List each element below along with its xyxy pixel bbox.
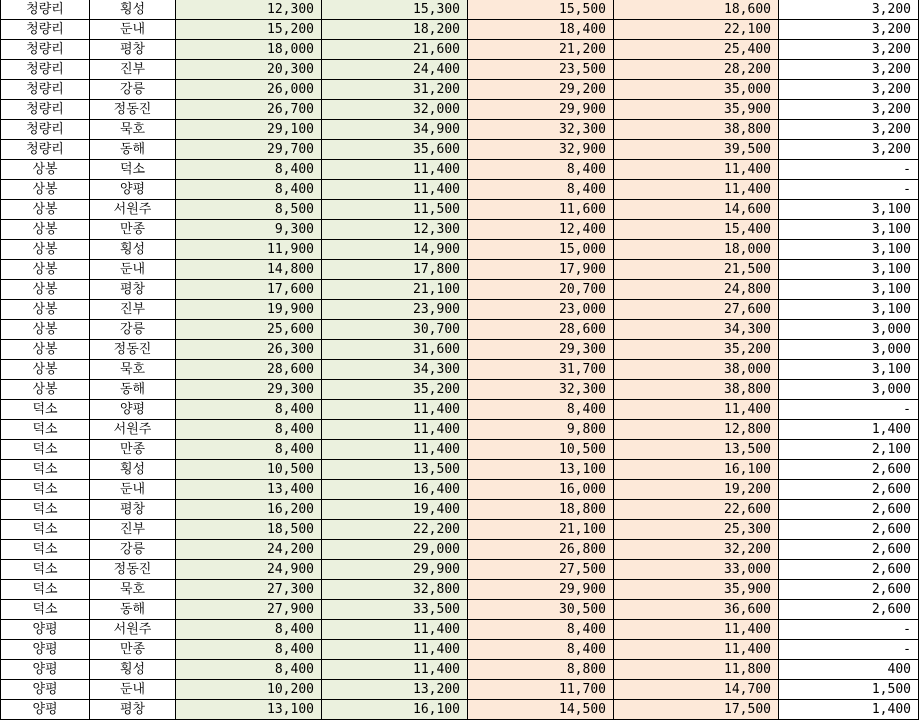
origin-cell[interactable]: 덕소: [1, 440, 90, 460]
table-row: [1, 20, 919, 40]
fare-diff-cell[interactable]: 2,600: [779, 600, 919, 620]
fare-cell-3[interactable]: 11,700: [468, 680, 614, 700]
destination-cell[interactable]: 진부: [90, 520, 176, 540]
fare-cell-3[interactable]: 18,400: [468, 20, 614, 40]
fare-cell-1[interactable]: 8,400: [176, 620, 322, 640]
fare-cell-3[interactable]: 20,700: [468, 280, 614, 300]
fare-cell-1[interactable]: 13,100: [176, 700, 322, 720]
table-row: [1, 360, 919, 380]
fare-diff-cell[interactable]: 400: [779, 660, 919, 680]
fare-diff-cell[interactable]: -: [779, 620, 919, 640]
origin-cell[interactable]: 덕소: [1, 580, 90, 600]
fare-cell-1[interactable]: 27,900: [176, 600, 322, 620]
fare-cell-2[interactable]: 13,500: [322, 460, 468, 480]
fare-cell-1[interactable]: 25,600: [176, 320, 322, 340]
origin-cell[interactable]: 덕소: [1, 460, 90, 480]
fare-cell-2[interactable]: 23,900: [322, 300, 468, 320]
destination-cell[interactable]: 횡성: [90, 240, 176, 260]
destination-cell[interactable]: 둔내: [90, 260, 176, 280]
fare-cell-3[interactable]: 29,900: [468, 580, 614, 600]
origin-cell[interactable]: 상봉: [1, 380, 90, 400]
destination-cell[interactable]: 평창: [90, 700, 176, 720]
fare-cell-1[interactable]: 8,400: [176, 420, 322, 440]
fare-cell-1[interactable]: 27,300: [176, 580, 322, 600]
fare-cell-3[interactable]: 23,500: [468, 60, 614, 80]
destination-cell[interactable]: 평창: [90, 40, 176, 60]
fare-diff-cell[interactable]: 3,100: [779, 280, 919, 300]
fare-cell-1[interactable]: 13,400: [176, 480, 322, 500]
fare-cell-4[interactable]: 27,600: [614, 300, 779, 320]
fare-diff-cell[interactable]: 3,200: [779, 140, 919, 160]
destination-cell[interactable]: 정동진: [90, 560, 176, 580]
table-row: [1, 140, 919, 160]
fare-diff-cell[interactable]: 3,200: [779, 80, 919, 100]
table-row: [1, 400, 919, 420]
fare-cell-4[interactable]: 39,500: [614, 140, 779, 160]
fare-cell-3[interactable]: 21,200: [468, 40, 614, 60]
destination-cell[interactable]: 덕소: [90, 160, 176, 180]
fare-cell-2[interactable]: 11,400: [322, 420, 468, 440]
origin-cell[interactable]: 양평: [1, 640, 90, 660]
origin-cell[interactable]: 청량리: [1, 0, 90, 20]
fare-diff-cell[interactable]: 3,000: [779, 320, 919, 340]
fare-cell-1[interactable]: 10,500: [176, 460, 322, 480]
table-row: [1, 700, 919, 720]
fare-cell-4[interactable]: 11,400: [614, 180, 779, 200]
fare-cell-2[interactable]: 12,300: [322, 220, 468, 240]
fare-cell-1[interactable]: 29,300: [176, 380, 322, 400]
origin-cell[interactable]: 양평: [1, 680, 90, 700]
fare-cell-3[interactable]: 12,400: [468, 220, 614, 240]
fare-cell-1[interactable]: 8,400: [176, 660, 322, 680]
fare-diff-cell[interactable]: 3,200: [779, 20, 919, 40]
fare-diff-cell[interactable]: 2,600: [779, 460, 919, 480]
fare-cell-4[interactable]: 38,800: [614, 120, 779, 140]
fare-cell-1[interactable]: 29,700: [176, 140, 322, 160]
fare-diff-cell[interactable]: 3,200: [779, 100, 919, 120]
fare-cell-3[interactable]: 21,100: [468, 520, 614, 540]
fare-diff-cell[interactable]: 3,100: [779, 200, 919, 220]
table-row: [1, 340, 919, 360]
table-row: [1, 420, 919, 440]
destination-cell[interactable]: 횡성: [90, 460, 176, 480]
origin-cell[interactable]: 청량리: [1, 140, 90, 160]
fare-cell-2[interactable]: 31,600: [322, 340, 468, 360]
fare-diff-cell[interactable]: 2,600: [779, 480, 919, 500]
fare-cell-1[interactable]: 26,700: [176, 100, 322, 120]
fare-diff-cell[interactable]: 3,200: [779, 120, 919, 140]
fare-cell-4[interactable]: 14,600: [614, 200, 779, 220]
origin-cell[interactable]: 상봉: [1, 260, 90, 280]
fare-cell-1[interactable]: 17,600: [176, 280, 322, 300]
fare-cell-2[interactable]: 34,900: [322, 120, 468, 140]
fare-cell-3[interactable]: 8,400: [468, 620, 614, 640]
destination-cell[interactable]: 둔내: [90, 20, 176, 40]
fare-cell-1[interactable]: 18,500: [176, 520, 322, 540]
table-row: [1, 300, 919, 320]
table-row: [1, 540, 919, 560]
fare-cell-3[interactable]: 30,500: [468, 600, 614, 620]
table-row: [1, 240, 919, 260]
origin-cell[interactable]: 덕소: [1, 520, 90, 540]
destination-cell[interactable]: 만종: [90, 440, 176, 460]
origin-cell[interactable]: 덕소: [1, 480, 90, 500]
origin-cell[interactable]: 청량리: [1, 100, 90, 120]
table-row: [1, 680, 919, 700]
fare-cell-2[interactable]: 11,500: [322, 200, 468, 220]
fare-cell-1[interactable]: 24,200: [176, 540, 322, 560]
fare-cell-4[interactable]: 34,300: [614, 320, 779, 340]
fare-cell-4[interactable]: 21,500: [614, 260, 779, 280]
fare-cell-4[interactable]: 11,400: [614, 400, 779, 420]
fare-cell-1[interactable]: 26,000: [176, 80, 322, 100]
fare-cell-1[interactable]: 20,300: [176, 60, 322, 80]
fare-cell-3[interactable]: 32,300: [468, 120, 614, 140]
destination-cell[interactable]: 둔내: [90, 680, 176, 700]
fare-cell-3[interactable]: 23,000: [468, 300, 614, 320]
fare-cell-2[interactable]: 33,500: [322, 600, 468, 620]
fare-cell-2[interactable]: 11,400: [322, 640, 468, 660]
fare-diff-cell[interactable]: 3,200: [779, 0, 919, 20]
fare-cell-1[interactable]: 8,400: [176, 400, 322, 420]
fare-cell-4[interactable]: 22,100: [614, 20, 779, 40]
fare-diff-cell[interactable]: 1,400: [779, 420, 919, 440]
table-row: [1, 320, 919, 340]
origin-cell[interactable]: 덕소: [1, 420, 90, 440]
origin-cell[interactable]: 청량리: [1, 20, 90, 40]
fare-cell-1[interactable]: 8,500: [176, 200, 322, 220]
fare-cell-1[interactable]: 8,400: [176, 440, 322, 460]
destination-cell[interactable]: 만종: [90, 220, 176, 240]
fare-cell-3[interactable]: 8,400: [468, 160, 614, 180]
origin-cell[interactable]: 상봉: [1, 240, 90, 260]
fare-cell-4[interactable]: 11,800: [614, 660, 779, 680]
fare-cell-3[interactable]: 8,400: [468, 180, 614, 200]
fare-cell-4[interactable]: 25,300: [614, 520, 779, 540]
table-row: [1, 180, 919, 200]
fare-cell-4[interactable]: 15,400: [614, 220, 779, 240]
destination-cell[interactable]: 묵호: [90, 580, 176, 600]
fare-cell-4[interactable]: 12,800: [614, 420, 779, 440]
fare-cell-3[interactable]: 28,600: [468, 320, 614, 340]
table-row: [1, 120, 919, 140]
fare-diff-cell[interactable]: 3,200: [779, 60, 919, 80]
origin-cell[interactable]: 상봉: [1, 160, 90, 180]
fare-diff-cell[interactable]: 3,100: [779, 260, 919, 280]
table-row: [1, 80, 919, 100]
fare-diff-cell[interactable]: 2,600: [779, 500, 919, 520]
table-row: [1, 260, 919, 280]
fare-cell-3[interactable]: 26,800: [468, 540, 614, 560]
fare-cell-3[interactable]: 8,400: [468, 640, 614, 660]
fare-cell-3[interactable]: 31,700: [468, 360, 614, 380]
fare-diff-cell[interactable]: 3,100: [779, 360, 919, 380]
fare-cell-3[interactable]: 29,900: [468, 100, 614, 120]
origin-cell[interactable]: 상봉: [1, 320, 90, 340]
origin-cell[interactable]: 덕소: [1, 540, 90, 560]
origin-cell[interactable]: 덕소: [1, 500, 90, 520]
fare-cell-4[interactable]: 38,800: [614, 380, 779, 400]
fare-cell-2[interactable]: 11,400: [322, 400, 468, 420]
destination-cell[interactable]: 횡성: [90, 0, 176, 20]
table-row: [1, 200, 919, 220]
fare-cell-2[interactable]: 29,000: [322, 540, 468, 560]
table-row: [1, 480, 919, 500]
fare-cell-3[interactable]: 32,300: [468, 380, 614, 400]
fare-cell-4[interactable]: 35,200: [614, 340, 779, 360]
fare-cell-2[interactable]: 22,200: [322, 520, 468, 540]
table-row: [1, 0, 919, 20]
fare-cell-3[interactable]: 29,300: [468, 340, 614, 360]
table-row: [1, 60, 919, 80]
fare-cell-2[interactable]: 32,800: [322, 580, 468, 600]
fare-cell-2[interactable]: 32,000: [322, 100, 468, 120]
destination-cell[interactable]: 묵호: [90, 360, 176, 380]
fare-cell-3[interactable]: 16,000: [468, 480, 614, 500]
origin-cell[interactable]: 청량리: [1, 120, 90, 140]
destination-cell[interactable]: 평창: [90, 280, 176, 300]
fare-cell-2[interactable]: 16,100: [322, 700, 468, 720]
table-row: [1, 280, 919, 300]
fare-cell-3[interactable]: 32,900: [468, 140, 614, 160]
fare-cell-4[interactable]: 18,000: [614, 240, 779, 260]
fare-diff-cell[interactable]: 2,600: [779, 540, 919, 560]
origin-cell[interactable]: 상봉: [1, 280, 90, 300]
fare-cell-4[interactable]: 19,200: [614, 480, 779, 500]
fare-cell-2[interactable]: 34,300: [322, 360, 468, 380]
fare-cell-4[interactable]: 24,800: [614, 280, 779, 300]
table-row: [1, 560, 919, 580]
destination-cell[interactable]: 둔내: [90, 480, 176, 500]
fare-diff-cell[interactable]: 2,600: [779, 580, 919, 600]
fare-cell-4[interactable]: 11,400: [614, 160, 779, 180]
fare-diff-cell[interactable]: 3,100: [779, 300, 919, 320]
origin-cell[interactable]: 상봉: [1, 300, 90, 320]
destination-cell[interactable]: 강릉: [90, 80, 176, 100]
fare-cell-2[interactable]: 29,900: [322, 560, 468, 580]
fare-cell-4[interactable]: 18,600: [614, 0, 779, 20]
table-row: [1, 440, 919, 460]
table-row: [1, 660, 919, 680]
fare-cell-2[interactable]: 18,200: [322, 20, 468, 40]
destination-cell[interactable]: 서원주: [90, 620, 176, 640]
origin-cell[interactable]: 양평: [1, 620, 90, 640]
table-row: [1, 600, 919, 620]
fare-cell-2[interactable]: 11,400: [322, 440, 468, 460]
table-row: [1, 220, 919, 240]
origin-cell[interactable]: 양평: [1, 700, 90, 720]
destination-cell[interactable]: 진부: [90, 60, 176, 80]
origin-cell[interactable]: 상봉: [1, 200, 90, 220]
destination-cell[interactable]: 양평: [90, 400, 176, 420]
fare-cell-1[interactable]: 16,200: [176, 500, 322, 520]
fare-diff-cell[interactable]: -: [779, 180, 919, 200]
fare-cell-4[interactable]: 33,000: [614, 560, 779, 580]
table-row: [1, 160, 919, 180]
fare-cell-3[interactable]: 8,400: [468, 400, 614, 420]
destination-cell[interactable]: 진부: [90, 300, 176, 320]
fare-cell-1[interactable]: 11,900: [176, 240, 322, 260]
table-row: [1, 640, 919, 660]
fare-cell-2[interactable]: 14,900: [322, 240, 468, 260]
destination-cell[interactable]: 양평: [90, 180, 176, 200]
fare-cell-2[interactable]: 30,700: [322, 320, 468, 340]
fare-cell-1[interactable]: 26,300: [176, 340, 322, 360]
fare-cell-2[interactable]: 35,200: [322, 380, 468, 400]
fare-cell-2[interactable]: 13,200: [322, 680, 468, 700]
fare-cell-3[interactable]: 15,000: [468, 240, 614, 260]
fare-diff-cell[interactable]: -: [779, 160, 919, 180]
fare-cell-3[interactable]: 8,800: [468, 660, 614, 680]
fare-diff-cell[interactable]: 2,600: [779, 560, 919, 580]
fare-cell-4[interactable]: 17,500: [614, 700, 779, 720]
table-row: [1, 620, 919, 640]
destination-cell[interactable]: 동해: [90, 380, 176, 400]
fare-cell-4[interactable]: 25,400: [614, 40, 779, 60]
fare-diff-cell[interactable]: 2,100: [779, 440, 919, 460]
table-row: [1, 500, 919, 520]
table-row: [1, 380, 919, 400]
fare-cell-2[interactable]: 11,400: [322, 160, 468, 180]
fare-cell-2[interactable]: 19,400: [322, 500, 468, 520]
fare-cell-3[interactable]: 10,500: [468, 440, 614, 460]
destination-cell[interactable]: 서원주: [90, 420, 176, 440]
fare-cell-1[interactable]: 28,600: [176, 360, 322, 380]
fare-cell-4[interactable]: 28,200: [614, 60, 779, 80]
fare-cell-1[interactable]: 18,000: [176, 40, 322, 60]
fare-cell-2[interactable]: 11,400: [322, 620, 468, 640]
destination-cell[interactable]: 횡성: [90, 660, 176, 680]
fare-cell-3[interactable]: 15,500: [468, 0, 614, 20]
destination-cell[interactable]: 만종: [90, 640, 176, 660]
origin-cell[interactable]: 청량리: [1, 40, 90, 60]
fare-cell-3[interactable]: 9,800: [468, 420, 614, 440]
origin-cell[interactable]: 청량리: [1, 80, 90, 100]
fare-cell-1[interactable]: 12,300: [176, 0, 322, 20]
fare-diff-cell[interactable]: 3,100: [779, 240, 919, 260]
origin-cell[interactable]: 상봉: [1, 360, 90, 380]
fare-cell-3[interactable]: 14,500: [468, 700, 614, 720]
fare-cell-3[interactable]: 18,800: [468, 500, 614, 520]
fare-cell-2[interactable]: 31,200: [322, 80, 468, 100]
fare-diff-cell[interactable]: 3,200: [779, 40, 919, 60]
table-row: [1, 100, 919, 120]
fare-cell-1[interactable]: 8,400: [176, 160, 322, 180]
fare-cell-2[interactable]: 21,600: [322, 40, 468, 60]
fare-cell-2[interactable]: 11,400: [322, 660, 468, 680]
fare-cell-4[interactable]: 16,100: [614, 460, 779, 480]
destination-cell[interactable]: 정동진: [90, 100, 176, 120]
fare-diff-cell[interactable]: 3,100: [779, 220, 919, 240]
fare-diff-cell[interactable]: -: [779, 400, 919, 420]
fare-cell-3[interactable]: 13,100: [468, 460, 614, 480]
destination-cell[interactable]: 서원주: [90, 200, 176, 220]
destination-cell[interactable]: 평창: [90, 500, 176, 520]
fare-cell-1[interactable]: 8,400: [176, 180, 322, 200]
fare-cell-4[interactable]: 32,200: [614, 540, 779, 560]
fare-cell-2[interactable]: 15,300: [322, 0, 468, 20]
destination-cell[interactable]: 강릉: [90, 320, 176, 340]
fare-cell-3[interactable]: 29,200: [468, 80, 614, 100]
table-row: [1, 580, 919, 600]
fare-cell-1[interactable]: 14,800: [176, 260, 322, 280]
fare-cell-3[interactable]: 27,500: [468, 560, 614, 580]
origin-cell[interactable]: 청량리: [1, 60, 90, 80]
fare-diff-cell[interactable]: 1,400: [779, 700, 919, 720]
fare-diff-cell[interactable]: 2,600: [779, 520, 919, 540]
fare-cell-4[interactable]: 13,500: [614, 440, 779, 460]
origin-cell[interactable]: 덕소: [1, 600, 90, 620]
table-row: [1, 40, 919, 60]
destination-cell[interactable]: 정동진: [90, 340, 176, 360]
fare-cell-4[interactable]: 22,600: [614, 500, 779, 520]
fare-diff-cell[interactable]: -: [779, 640, 919, 660]
fare-cell-1[interactable]: 9,300: [176, 220, 322, 240]
fare-cell-4[interactable]: 35,900: [614, 580, 779, 600]
destination-cell[interactable]: 묵호: [90, 120, 176, 140]
table-row: [1, 460, 919, 480]
fare-cell-4[interactable]: 36,600: [614, 600, 779, 620]
fare-cell-2[interactable]: 21,100: [322, 280, 468, 300]
fare-cell-3[interactable]: 11,600: [468, 200, 614, 220]
fare-cell-1[interactable]: 24,900: [176, 560, 322, 580]
fare-cell-4[interactable]: 35,900: [614, 100, 779, 120]
origin-cell[interactable]: 양평: [1, 660, 90, 680]
fare-cell-1[interactable]: 10,200: [176, 680, 322, 700]
fare-diff-cell[interactable]: 3,000: [779, 340, 919, 360]
fare-cell-3[interactable]: 17,900: [468, 260, 614, 280]
origin-cell[interactable]: 덕소: [1, 400, 90, 420]
origin-cell[interactable]: 상봉: [1, 340, 90, 360]
fare-cell-2[interactable]: 17,800: [322, 260, 468, 280]
origin-cell[interactable]: 상봉: [1, 180, 90, 200]
origin-cell[interactable]: 상봉: [1, 220, 90, 240]
fare-cell-1[interactable]: 15,200: [176, 20, 322, 40]
fare-table-body: [1, 0, 919, 720]
fare-cell-4[interactable]: 11,400: [614, 640, 779, 660]
fare-cell-4[interactable]: 35,000: [614, 80, 779, 100]
destination-cell[interactable]: 동해: [90, 140, 176, 160]
fare-cell-2[interactable]: 11,400: [322, 180, 468, 200]
destination-cell[interactable]: 강릉: [90, 540, 176, 560]
fare-diff-cell[interactable]: 1,500: [779, 680, 919, 700]
fare-cell-1[interactable]: 8,400: [176, 640, 322, 660]
table-row: [1, 520, 919, 540]
fare-cell-4[interactable]: 11,400: [614, 620, 779, 640]
fare-cell-4[interactable]: 38,000: [614, 360, 779, 380]
fare-diff-cell[interactable]: 3,000: [779, 380, 919, 400]
fare-cell-2[interactable]: 24,400: [322, 60, 468, 80]
fare-cell-2[interactable]: 35,600: [322, 140, 468, 160]
fare-cell-1[interactable]: 29,100: [176, 120, 322, 140]
destination-cell[interactable]: 동해: [90, 600, 176, 620]
fare-cell-4[interactable]: 14,700: [614, 680, 779, 700]
fare-cell-1[interactable]: 19,900: [176, 300, 322, 320]
fare-cell-2[interactable]: 16,400: [322, 480, 468, 500]
origin-cell[interactable]: 덕소: [1, 560, 90, 580]
